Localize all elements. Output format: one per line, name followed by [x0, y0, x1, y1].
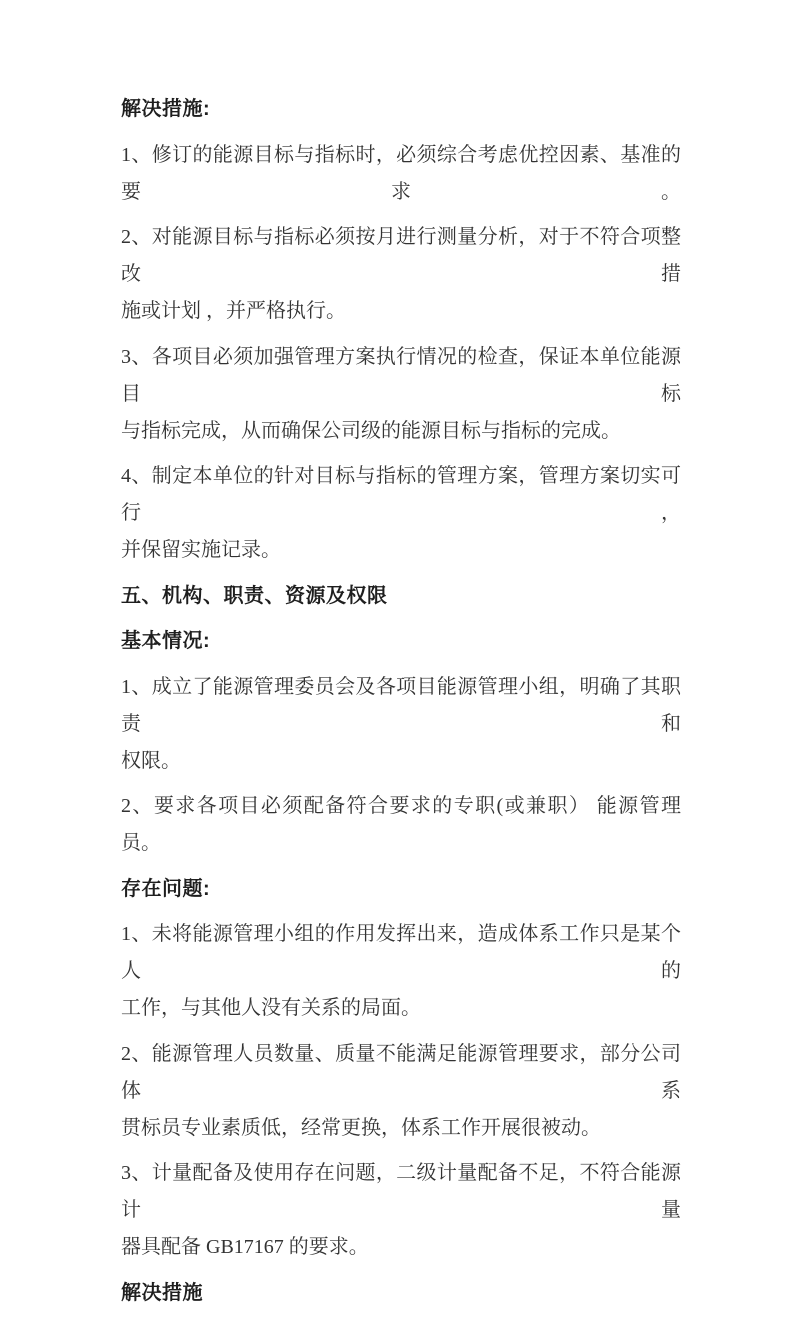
section-heading	[121, 871, 681, 908]
text-line: 与指标完成，从而确保公司级的能源目标与指标的完成。	[121, 419, 621, 442]
text-line: 解决措施:	[121, 98, 211, 120]
paragraph	[121, 788, 681, 862]
text-line: 3、计量配备及使用存在问题，二级计量配备不足，不符合能源计量	[121, 1162, 681, 1221]
text-line: 并保留实施记录。	[121, 539, 281, 561]
text-line: 贯标员专业素质低，经常更换，体系工作开展很被动。	[121, 1116, 601, 1139]
text-line: 施或计划 ，并严格执行。	[121, 300, 346, 322]
text-line: 存在问题:	[121, 877, 211, 900]
text-line: 1、成立了能源管理委员会及各项目能源管理小组，明确了其职责和	[121, 675, 681, 735]
text-line: 4、制定本单位的针对目标与指标的管理方案，管理方案切实可行，	[121, 465, 681, 524]
section-heading	[121, 1275, 681, 1312]
paragraph	[121, 458, 681, 569]
paragraph	[121, 669, 681, 780]
text-line: 器具配备 GB17167 的要求。	[121, 1236, 369, 1258]
text-line: 2、能源管理人员数量、质量不能满足能源管理要求，部分公司体系	[121, 1042, 681, 1102]
text-line: 基本情况:	[121, 630, 211, 652]
section-heading	[121, 91, 681, 128]
text-line: 2、要求各项目必须配备符合要求的专职(或兼职） 能源管理员。	[121, 795, 681, 854]
text-line: 权限。	[121, 749, 181, 772]
text-line: 解决措施	[121, 1281, 203, 1304]
paragraph	[121, 339, 681, 450]
paragraph	[121, 916, 681, 1027]
section-heading	[121, 623, 681, 660]
paragraph	[121, 219, 681, 330]
document-page	[121, 91, 681, 1320]
text-line: 工作，与其他人没有关系的局面。	[121, 997, 421, 1019]
text-line: 五、机构、职责、资源及权限	[121, 584, 388, 607]
paragraph	[121, 137, 681, 211]
text-line: 3、各项目必须加强管理方案执行情况的检查，保证本单位能源目标	[121, 345, 681, 405]
section-heading	[121, 578, 681, 615]
text-line: 2、对能源目标与指标必须按月进行测量分析，对于不符合项整改措	[121, 226, 681, 285]
text-line: 1、修订的能源目标与指标时，必须综合考虑优控因素、基准的要求。	[121, 143, 681, 203]
text-line: 1、未将能源管理小组的作用发挥出来，造成体系工作只是某个人的	[121, 923, 681, 982]
paragraph	[121, 1155, 681, 1266]
